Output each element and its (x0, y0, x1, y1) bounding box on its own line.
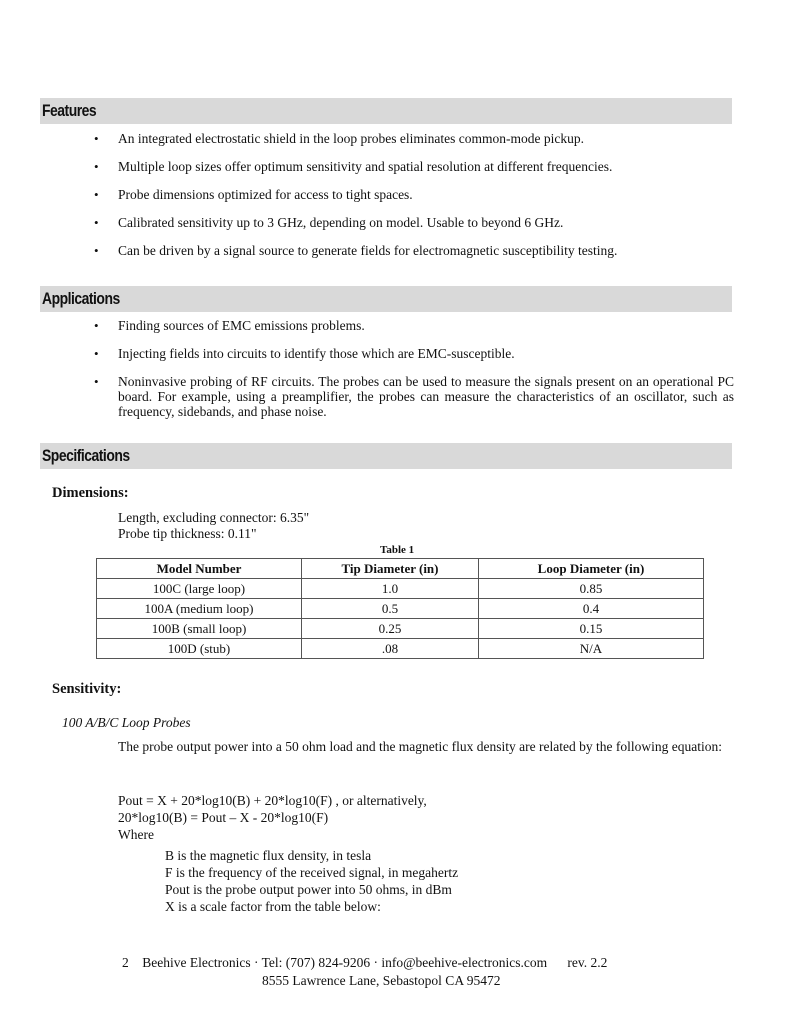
list-item: • An integrated electrostatic shield in the loop probes eliminates common-mode pickup. (94, 131, 734, 146)
list-item: • Noninvasive probing of RF circuits. The probes can be used to measure the signals present on an operational PC board. For example, using a preamplifier, the probes can measure the characteristics of an oscillator, such as frequency, sidebands, and phase noise. (94, 374, 734, 419)
tip-thickness-value: Probe tip thickness: 0.11" (118, 526, 257, 541)
dimensions-table (96, 558, 704, 659)
table-row (97, 619, 704, 639)
column-header: Loop Diameter (in) (479, 559, 704, 579)
definition-item: X is a scale factor from the table below: (165, 899, 381, 914)
definition-item: Pout is the probe output power into 50 ohms, in dBm (165, 882, 452, 897)
table-cell: .08 (302, 639, 479, 659)
footer-address: 8555 Lawrence Lane, Sebastopol CA 95472 (262, 973, 501, 988)
list-item: • Can be driven by a signal source to generate fields for electromagnetic susceptibility testing. (94, 243, 734, 258)
table-cell: 0.25 (302, 619, 479, 639)
definition-item: F is the frequency of the received signal, in megahertz (165, 865, 459, 880)
specifications-title: Specifications (42, 446, 130, 465)
dimensions-heading: Dimensions: (52, 485, 129, 501)
equation-2: 20*log10(B) = Pout – X - 20*log10(F) (118, 810, 329, 825)
column-header: Model Number (97, 559, 302, 579)
applications-section-header (40, 286, 732, 312)
table-cell: 0.5 (302, 599, 479, 619)
definition-item: B is the magnetic flux density, in tesla (165, 848, 372, 863)
loop-probes-subheading: 100 A/B/C Loop Probes (62, 715, 191, 730)
length-value: Length, excluding connector: 6.35" (118, 510, 310, 525)
column-header: Tip Diameter (in) (302, 559, 479, 579)
sensitivity-intro: The probe output power into a 50 ohm load and the magnetic flux density are related by the following equation: (118, 739, 722, 754)
table-cell: N/A (479, 639, 704, 659)
equation-1: Pout = X + 20*log10(B) + 20*log10(F) , or alternatively, (118, 793, 427, 808)
table-cell: 100C (large loop) (97, 579, 302, 599)
table-cell: 100D (stub) (97, 639, 302, 659)
table-caption: Table 1 (380, 544, 415, 556)
table-header-row (97, 559, 704, 579)
list-item: • Probe dimensions optimized for access to tight spaces. (94, 187, 734, 202)
features-section-header (40, 98, 732, 124)
footer-contact: 2 Beehive Electronics · Tel: (707) 824-9206 · info@beehive-electronics.com rev. 2.2 (122, 955, 608, 970)
features-title: Features (42, 101, 97, 120)
list-item: • Finding sources of EMC emissions problems. (94, 318, 734, 333)
table-row (97, 579, 704, 599)
list-item: • Injecting fields into circuits to identify those which are EMC-susceptible. (94, 346, 734, 361)
table-cell: 100B (small loop) (97, 619, 302, 639)
table-cell: 0.4 (479, 599, 704, 619)
table-row (97, 639, 704, 659)
where-label: Where (118, 827, 154, 842)
table-cell: 0.85 (479, 579, 704, 599)
table-cell: 0.15 (479, 619, 704, 639)
table-cell: 100A (medium loop) (97, 599, 302, 619)
applications-title: Applications (42, 289, 120, 308)
applications-list (94, 318, 734, 419)
specifications-section-header (40, 443, 732, 469)
list-item: • Multiple loop sizes offer optimum sensitivity and spatial resolution at different frequencies. (94, 159, 734, 174)
list-item: • Calibrated sensitivity up to 3 GHz, depending on model. Usable to beyond 6 GHz. (94, 215, 734, 230)
table-row (97, 599, 704, 619)
table-cell: 1.0 (302, 579, 479, 599)
sensitivity-heading: Sensitivity: (52, 681, 122, 697)
features-list (94, 131, 734, 258)
